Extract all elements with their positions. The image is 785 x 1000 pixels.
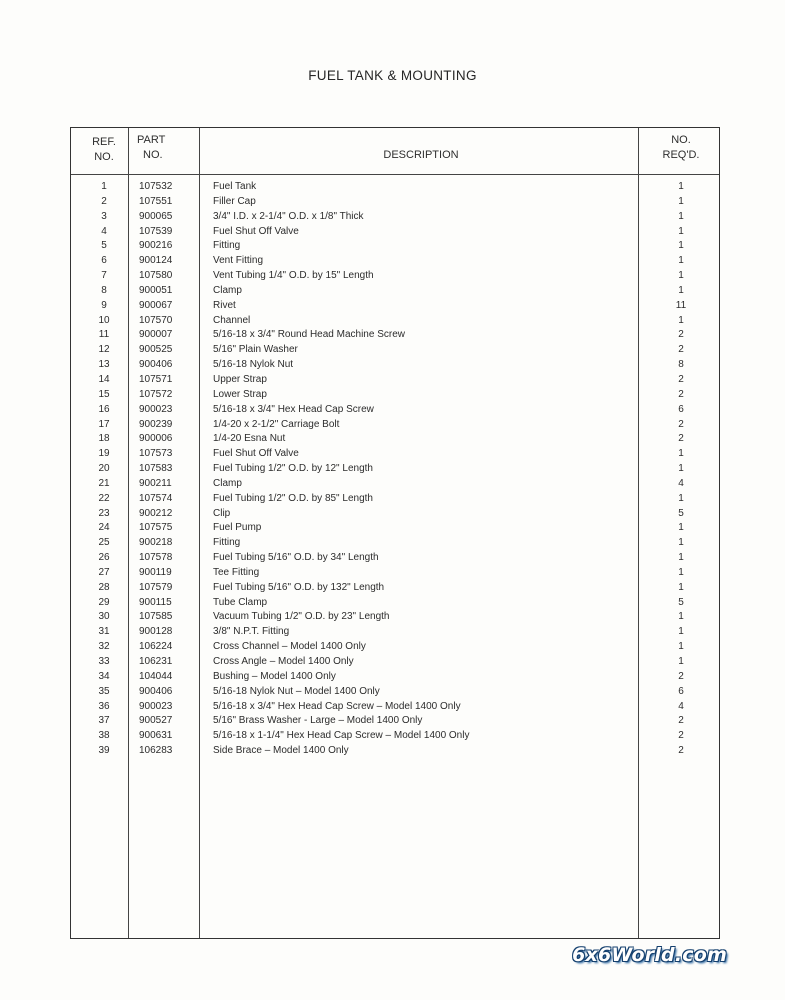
part-number-cell: 107574	[139, 492, 173, 504]
quantity-cell: 1	[678, 284, 684, 296]
header-ref-line1: REF.	[92, 136, 116, 148]
part-number-cell: 900007	[139, 329, 173, 341]
part-number-cell: 107585	[139, 611, 173, 623]
header-qty-line1: NO.	[671, 134, 691, 146]
ref-cell: 35	[98, 685, 110, 697]
quantity-cell: 1	[678, 448, 684, 460]
part-number-cell: 107571	[139, 373, 173, 385]
description-cell: Rivet	[213, 299, 236, 311]
header-ref-line2: NO.	[94, 151, 114, 163]
quantity-cell: 1	[678, 210, 684, 222]
quantity-cell: 1	[678, 566, 684, 578]
description-cell: Fuel Tubing 1/2" O.D. by 12" Length	[213, 463, 373, 475]
description-cell: 5/16-18 Nylok Nut	[213, 359, 294, 371]
description-cell: Tube Clamp	[213, 596, 268, 608]
watermark: 6x6World.com	[572, 944, 727, 966]
quantity-cell: 4	[678, 477, 684, 489]
description-cell: Cross Channel – Model 1400 Only	[213, 641, 366, 653]
ref-cell: 14	[98, 373, 110, 385]
description-cell: 1/4-20 x 2-1/2" Carriage Bolt	[213, 418, 340, 430]
table-row	[71, 507, 719, 522]
description-cell: 5/16-18 x 3/4" Round Head Machine Screw	[213, 329, 405, 341]
table-row	[71, 640, 719, 655]
table-row	[71, 685, 719, 700]
header-part-line2: NO.	[143, 149, 163, 161]
quantity-cell: 1	[678, 225, 684, 237]
table-row	[71, 210, 719, 225]
quantity-cell: 2	[678, 388, 684, 400]
description-cell: 5/16-18 Nylok Nut – Model 1400 Only	[213, 685, 380, 697]
ref-cell: 10	[98, 314, 110, 326]
part-number-cell: 106283	[139, 745, 173, 757]
description-cell: Clamp	[213, 477, 242, 489]
part-number-cell: 900406	[139, 685, 173, 697]
description-cell: Fuel Shut Off Valve	[213, 225, 299, 237]
description-cell: Vent Fitting	[213, 255, 264, 267]
table-row	[71, 225, 719, 240]
part-number-cell: 900211	[139, 477, 172, 489]
header-qty-line2: REQ'D.	[662, 149, 700, 161]
description-cell: Clamp	[213, 284, 242, 296]
ref-cell: 24	[98, 522, 110, 534]
header-divider	[71, 174, 719, 175]
quantity-cell: 2	[678, 373, 684, 385]
table-row	[71, 195, 719, 210]
table-row	[71, 477, 719, 492]
description-cell: Side Brace – Model 1400 Only	[213, 745, 349, 757]
table-row	[71, 581, 719, 596]
ref-cell: 4	[101, 225, 107, 237]
table-row	[71, 625, 719, 640]
table-row	[71, 328, 719, 343]
table-row	[71, 284, 719, 299]
quantity-cell: 4	[678, 700, 684, 712]
description-cell: Cross Angle – Model 1400 Only	[213, 656, 354, 667]
part-number-cell: 900218	[139, 537, 173, 549]
quantity-cell: 2	[678, 745, 684, 757]
description-cell: Channel	[213, 314, 251, 326]
description-cell: Fitting	[213, 537, 241, 549]
part-number-cell: 106224	[139, 641, 173, 653]
ref-cell: 27	[98, 566, 110, 578]
description-cell: Clip	[213, 507, 231, 519]
table-row	[71, 670, 719, 685]
ref-cell: 26	[98, 552, 110, 564]
ref-cell: 17	[98, 418, 110, 430]
quantity-cell: 2	[678, 329, 684, 341]
quantity-cell: 6	[678, 403, 684, 415]
part-number-cell: 107532	[139, 181, 173, 192]
description-cell: 3/8" N.P.T. Fitting	[213, 626, 290, 638]
ref-cell: 20	[98, 463, 110, 475]
description-cell: Upper Strap	[213, 373, 267, 385]
part-number-cell: 900006	[139, 433, 173, 445]
table-row	[71, 343, 719, 358]
description-cell: Vacuum Tubing 1/2" O.D. by 23" Length	[213, 611, 390, 623]
description-cell: 5/16" Brass Washer - Large – Model 1400 Only	[213, 715, 423, 727]
description-cell: Lower Strap	[213, 388, 267, 400]
quantity-cell: 6	[678, 685, 684, 697]
part-number-cell: 900065	[139, 210, 173, 222]
table-row	[71, 358, 719, 373]
ref-cell: 30	[98, 611, 110, 623]
part-number-cell: 900051	[139, 284, 173, 296]
table-row	[71, 314, 719, 329]
ref-cell: 32	[98, 641, 110, 653]
quantity-cell: 1	[678, 581, 684, 593]
part-number-cell: 107573	[139, 448, 173, 460]
part-number-cell: 107575	[139, 522, 173, 534]
ref-cell: 29	[98, 596, 110, 608]
part-number-cell: 900023	[139, 403, 173, 415]
ref-cell: 9	[101, 299, 107, 311]
ref-cell: 25	[98, 537, 110, 549]
part-number-cell: 900216	[139, 240, 173, 252]
part-number-cell: 107539	[139, 225, 173, 237]
description-cell: Bushing – Model 1400 Only	[213, 670, 336, 682]
part-number-cell: 106231	[139, 656, 173, 667]
description-cell: 5/16-18 x 3/4" Hex Head Cap Screw – Model 1400 Only	[213, 700, 461, 712]
quantity-cell: 5	[678, 596, 684, 608]
part-number-cell: 900631	[139, 730, 173, 742]
table-row	[71, 714, 719, 729]
quantity-cell: 1	[678, 492, 684, 504]
description-cell: Fuel Shut Off Valve	[213, 448, 299, 460]
header-ref	[71, 135, 137, 165]
description-cell: Filler Cap	[213, 195, 256, 207]
part-number-cell: 900115	[139, 596, 172, 608]
table-row	[71, 700, 719, 715]
part-number-cell: 900239	[139, 418, 173, 430]
ref-cell: 12	[98, 344, 110, 356]
table-row	[71, 403, 719, 418]
ref-cell: 6	[101, 255, 107, 267]
table-row	[71, 655, 719, 670]
quantity-cell: 2	[678, 418, 684, 430]
part-number-cell: 107579	[139, 581, 173, 593]
part-number-cell: 107572	[139, 388, 173, 400]
table-row	[71, 299, 719, 314]
ref-cell: 39	[98, 745, 110, 757]
quantity-cell: 2	[678, 670, 684, 682]
part-number-cell: 107583	[139, 463, 173, 475]
table-row	[71, 388, 719, 403]
description-cell: 3/4" I.D. x 2-1/4" O.D. x 1/8" Thick	[213, 210, 364, 222]
ref-cell: 38	[98, 730, 110, 742]
table-row	[71, 744, 719, 759]
quantity-cell: 1	[678, 656, 684, 667]
ref-cell: 36	[98, 700, 110, 712]
description-cell: Fuel Pump	[213, 522, 262, 534]
ref-cell: 7	[101, 270, 107, 282]
ref-cell: 5	[101, 240, 107, 252]
header-description: DESCRIPTION	[383, 149, 459, 161]
parts-list	[71, 180, 719, 759]
table-row	[71, 492, 719, 507]
description-cell: Fitting	[213, 240, 241, 252]
quantity-cell: 1	[678, 537, 684, 549]
ref-cell: 31	[98, 626, 110, 638]
header-part	[129, 133, 187, 163]
part-number-cell: 900119	[139, 566, 172, 578]
quantity-cell: 1	[678, 463, 684, 475]
table-row	[71, 180, 719, 195]
part-number-cell: 900406	[139, 359, 173, 371]
quantity-cell: 2	[678, 730, 684, 742]
ref-cell: 22	[98, 492, 110, 504]
table-row	[71, 729, 719, 744]
parts-table	[70, 127, 720, 939]
description-cell: 5/16-18 x 1-1/4" Hex Head Cap Screw – Model 1400 Only	[213, 730, 470, 742]
part-number-cell: 900067	[139, 299, 173, 311]
quantity-cell: 1	[678, 255, 684, 267]
table-row	[71, 521, 719, 536]
description-cell: 1/4-20 Esna Nut	[213, 433, 286, 445]
quantity-cell: 2	[678, 344, 684, 356]
ref-cell: 33	[98, 656, 110, 667]
table-row	[71, 269, 719, 284]
ref-cell: 8	[101, 284, 107, 296]
ref-cell: 1	[101, 181, 107, 192]
ref-cell: 13	[98, 359, 110, 371]
part-number-cell: 900124	[139, 255, 173, 267]
description-cell: Vent Tubing 1/4" O.D. by 15" Length	[213, 270, 374, 282]
table-row	[71, 596, 719, 611]
description-cell: Fuel Tank	[213, 181, 257, 192]
table-row	[71, 254, 719, 269]
ref-cell: 28	[98, 581, 110, 593]
quantity-cell: 1	[678, 195, 684, 207]
quantity-cell: 1	[678, 552, 684, 564]
description-cell: Fuel Tubing 5/16" O.D. by 34" Length	[213, 552, 379, 564]
ref-cell: 34	[98, 670, 110, 682]
ref-cell: 16	[98, 403, 110, 415]
part-number-cell: 900525	[139, 344, 173, 356]
ref-cell: 11	[98, 329, 110, 341]
quantity-cell: 1	[678, 270, 684, 282]
quantity-cell: 2	[678, 433, 684, 445]
table-row	[71, 418, 719, 433]
quantity-cell: 1	[678, 181, 684, 192]
description-cell: Fuel Tubing 5/16" O.D. by 132" Length	[213, 581, 385, 593]
description-cell: Tee Fitting	[213, 566, 260, 578]
ref-cell: 3	[101, 210, 107, 222]
ref-cell: 2	[101, 195, 107, 207]
ref-cell: 19	[98, 448, 110, 460]
quantity-cell: 11	[675, 299, 687, 311]
part-number-cell: 107570	[139, 314, 173, 326]
page-title: FUEL TANK & MOUNTING	[308, 68, 477, 83]
part-number-cell: 107578	[139, 552, 173, 564]
quantity-cell: 1	[678, 522, 684, 534]
quantity-cell: 5	[678, 507, 684, 519]
table-row	[71, 447, 719, 462]
part-number-cell: 900023	[139, 700, 173, 712]
table-row	[71, 239, 719, 254]
ref-cell: 15	[98, 388, 110, 400]
table-row	[71, 551, 719, 566]
table-row	[71, 536, 719, 551]
ref-cell: 37	[98, 715, 110, 727]
part-number-cell: 104044	[139, 670, 173, 682]
part-number-cell: 900212	[139, 507, 173, 519]
quantity-cell: 2	[678, 715, 684, 727]
table-row	[71, 432, 719, 447]
ref-cell: 23	[98, 507, 110, 519]
header-qty	[641, 133, 721, 163]
quantity-cell: 8	[678, 359, 684, 371]
table-row	[71, 462, 719, 477]
quantity-cell: 1	[678, 314, 684, 326]
header-part-line1: PART	[137, 134, 166, 146]
table-row	[71, 373, 719, 388]
quantity-cell: 1	[678, 611, 684, 623]
description-cell: 5/16" Plain Washer	[213, 344, 298, 356]
ref-cell: 21	[98, 477, 110, 489]
quantity-cell: 1	[678, 626, 684, 638]
description-cell: Fuel Tubing 1/2" O.D. by 85" Length	[213, 492, 373, 504]
table-row	[71, 566, 719, 581]
quantity-cell: 1	[678, 240, 684, 252]
part-number-cell: 107551	[139, 195, 173, 207]
part-number-cell: 900527	[139, 715, 173, 727]
part-number-cell: 107580	[139, 270, 173, 282]
description-cell: 5/16-18 x 3/4" Hex Head Cap Screw	[213, 403, 374, 415]
table-row	[71, 610, 719, 625]
part-number-cell: 900128	[139, 626, 173, 638]
ref-cell: 18	[98, 433, 110, 445]
quantity-cell: 1	[678, 641, 684, 653]
